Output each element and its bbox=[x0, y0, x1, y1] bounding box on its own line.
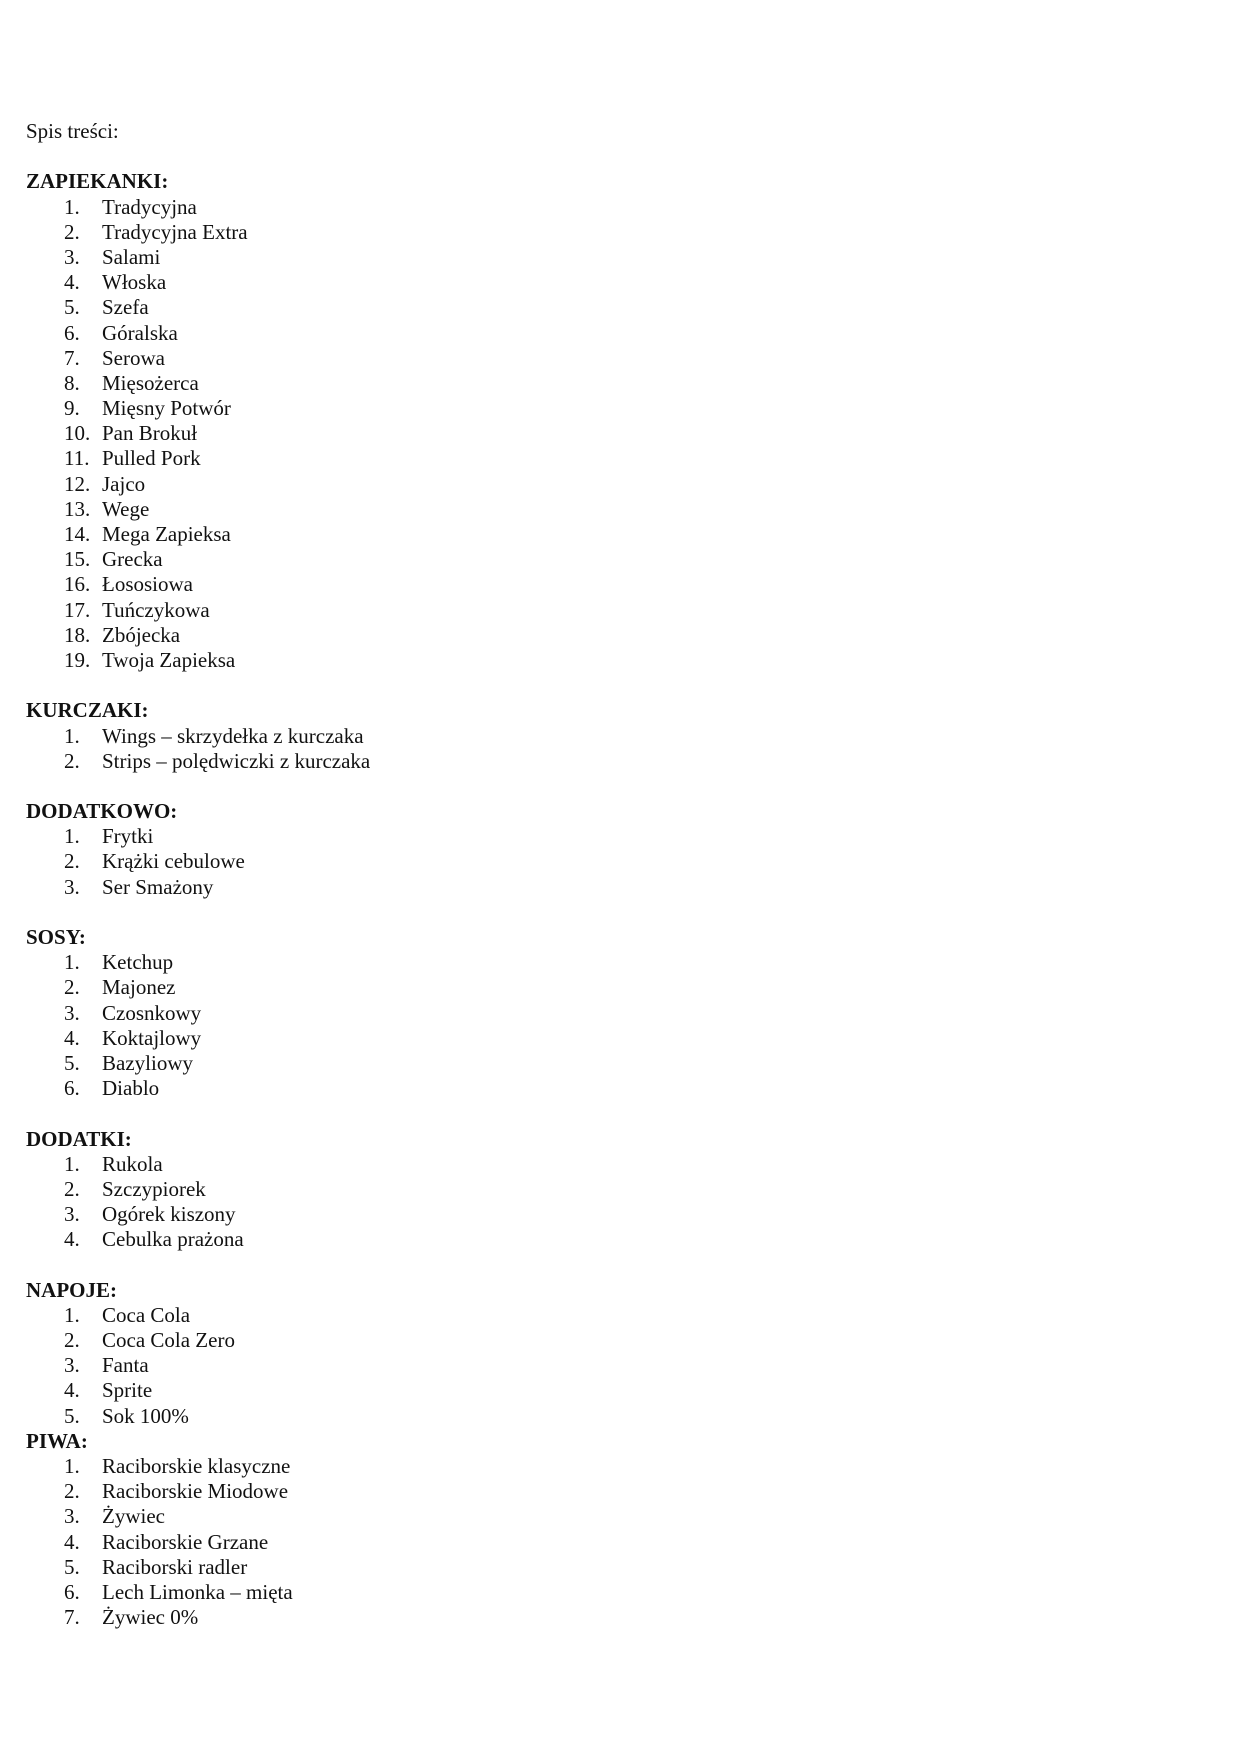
list-item bbox=[26, 219, 248, 245]
list-item-label: Raciborskie Grzane bbox=[102, 1529, 269, 1554]
list-item bbox=[26, 1025, 202, 1051]
section-heading: ZAPIEKANKI: bbox=[26, 169, 169, 194]
spacer bbox=[26, 144, 177, 169]
list-item-label: Żywiec 0% bbox=[102, 1605, 199, 1630]
toc-sections bbox=[26, 169, 371, 1630]
list-item bbox=[26, 522, 231, 547]
list-item-number: 17. bbox=[64, 597, 91, 622]
list-item bbox=[26, 1302, 191, 1328]
list-item-label: Bazyliowy bbox=[102, 1050, 193, 1075]
list-item-label: Sok 100% bbox=[102, 1403, 189, 1428]
list-item bbox=[26, 421, 198, 446]
list-item-number: 8. bbox=[64, 370, 80, 395]
list-item-number: 5. bbox=[64, 295, 80, 320]
list-item-label: Serowa bbox=[102, 345, 165, 370]
section-heading: NAPOJE: bbox=[26, 1277, 117, 1302]
list-item bbox=[26, 723, 364, 749]
spacer bbox=[26, 1101, 177, 1126]
list-item-number: 3. bbox=[64, 874, 80, 899]
list-item-label: Tradycyjna bbox=[102, 194, 197, 219]
list-item bbox=[26, 1453, 291, 1479]
list-item-number: 9. bbox=[64, 396, 80, 421]
list-item bbox=[26, 295, 177, 320]
list-item bbox=[26, 321, 177, 346]
list-item bbox=[26, 1076, 177, 1101]
list-item bbox=[26, 572, 193, 597]
list-item-label: Szczypiorek bbox=[102, 1176, 206, 1201]
list-item-label: Sprite bbox=[102, 1378, 153, 1403]
list-item-label: Czosnkowy bbox=[102, 1000, 202, 1025]
list-item bbox=[26, 597, 210, 623]
list-item-number: 6. bbox=[64, 1579, 80, 1604]
section-heading: DODATKI: bbox=[26, 1126, 132, 1151]
list-item-label: Mięsożerca bbox=[102, 370, 199, 395]
list-item bbox=[26, 975, 177, 1000]
section-heading: SOSY: bbox=[26, 925, 86, 949]
list-item-label: Szefa bbox=[102, 295, 149, 320]
list-item-number: 2. bbox=[64, 1479, 80, 1504]
list-item bbox=[26, 647, 236, 673]
list-item-label: Tuńczykowa bbox=[102, 597, 210, 622]
list-item-label: Ketchup bbox=[102, 950, 174, 975]
list-item-number: 1. bbox=[64, 194, 80, 219]
list-item-label: Ogórek kiszony bbox=[102, 1202, 236, 1227]
list-item-label: Cebulka prażona bbox=[102, 1227, 244, 1252]
list-item-number: 1. bbox=[64, 1302, 80, 1327]
list-item-label: Wings – skrzydełka z kurczaka bbox=[102, 723, 364, 748]
list-item-number: 5. bbox=[64, 1050, 80, 1075]
list-item bbox=[26, 1176, 206, 1202]
list-item-label: Raciborskie klasyczne bbox=[102, 1453, 291, 1478]
list-item-number: 19. bbox=[64, 647, 91, 672]
section bbox=[26, 1126, 244, 1278]
list-item-label: Ser Smażony bbox=[102, 874, 214, 899]
list-item-number: 1. bbox=[64, 723, 80, 748]
list-item-number: 1. bbox=[64, 1151, 80, 1176]
list-item-number: 11. bbox=[64, 446, 90, 471]
list-item-label: Krążki cebulowe bbox=[102, 849, 245, 874]
list-item bbox=[26, 950, 177, 975]
list-item-label: Coca Cola Zero bbox=[102, 1328, 235, 1352]
spacer bbox=[26, 900, 177, 925]
list-item bbox=[26, 547, 177, 572]
list-item bbox=[26, 622, 181, 648]
list-item-number: 2. bbox=[64, 748, 80, 773]
list-item bbox=[26, 346, 177, 371]
list-item-number: 4. bbox=[64, 1227, 80, 1252]
list-item-label: Raciborski radler bbox=[102, 1554, 248, 1579]
list-item-number: 3. bbox=[64, 1504, 80, 1529]
list-item bbox=[26, 1403, 189, 1429]
list-item bbox=[26, 824, 177, 849]
list-item-label: Majonez bbox=[102, 975, 176, 1000]
list-item-label: Coca Cola bbox=[102, 1302, 191, 1327]
list-item-number: 6. bbox=[64, 320, 80, 345]
list-item-number: 2. bbox=[64, 849, 80, 874]
list-item-number: 5. bbox=[64, 1554, 80, 1579]
list-item-number: 10. bbox=[64, 421, 91, 446]
list-item-number: 6. bbox=[64, 1076, 80, 1101]
list-item bbox=[26, 446, 201, 471]
list-item bbox=[26, 748, 371, 774]
list-item bbox=[26, 1202, 236, 1227]
list-item-label: Zbójecka bbox=[102, 622, 181, 647]
list-item bbox=[26, 849, 245, 874]
list-item bbox=[26, 1504, 177, 1529]
list-item-label: Lech Limonka – mięta bbox=[102, 1579, 293, 1604]
list-item bbox=[26, 1554, 248, 1580]
document-page bbox=[26, 119, 371, 1630]
list-item-label: Rukola bbox=[102, 1151, 163, 1176]
list-item bbox=[26, 1227, 244, 1252]
list-item-number: 12. bbox=[64, 471, 91, 496]
spacer bbox=[26, 673, 177, 698]
list-item-number: 4. bbox=[64, 1378, 80, 1403]
list-item-number: 2. bbox=[64, 1328, 80, 1352]
list-item-number: 7. bbox=[64, 1605, 80, 1630]
list-item-number: 1. bbox=[64, 1453, 80, 1478]
section bbox=[26, 925, 202, 1127]
section bbox=[26, 1277, 235, 1429]
list-item bbox=[26, 370, 199, 396]
list-item bbox=[26, 1050, 193, 1076]
list-item-label: Pulled Pork bbox=[102, 446, 201, 471]
list-item-number: 5. bbox=[64, 1403, 80, 1428]
list-item-label: Mega Zapieksa bbox=[102, 522, 231, 546]
list-item-label: Strips – polędwiczki z kurczaka bbox=[102, 748, 371, 773]
list-item bbox=[26, 497, 177, 522]
list-item-number: 1. bbox=[64, 824, 80, 849]
list-item-label: Góralska bbox=[102, 320, 178, 345]
list-item-number: 7. bbox=[64, 345, 80, 370]
list-item-label: Raciborskie Miodowe bbox=[102, 1479, 289, 1504]
list-item-label: Żywiec bbox=[102, 1504, 165, 1529]
toc-title: Spis treści: bbox=[26, 119, 119, 143]
section bbox=[26, 698, 371, 799]
list-item-number: 4. bbox=[64, 1025, 80, 1050]
list-item-number: 3. bbox=[64, 1202, 80, 1227]
list-item-number: 1. bbox=[64, 950, 80, 975]
section-heading: PIWA: bbox=[26, 1428, 88, 1453]
list-item bbox=[26, 1479, 289, 1504]
list-item-label: Grecka bbox=[102, 547, 163, 572]
list-item-label: Salami bbox=[102, 244, 161, 269]
section bbox=[26, 1428, 293, 1631]
list-item-label: Fanta bbox=[102, 1353, 149, 1378]
section-heading: DODATKOWO: bbox=[26, 799, 178, 824]
list-item-number: 2. bbox=[64, 219, 80, 244]
list-item bbox=[26, 194, 197, 220]
list-item-number: 18. bbox=[64, 622, 91, 647]
list-item bbox=[26, 1328, 235, 1353]
list-item-number: 2. bbox=[64, 1176, 80, 1201]
list-item bbox=[26, 472, 177, 497]
list-item-number: 3. bbox=[64, 244, 80, 269]
list-item-label: Włoska bbox=[102, 270, 167, 295]
list-item-label: Łososiowa bbox=[102, 572, 193, 597]
list-item bbox=[26, 396, 231, 421]
list-item-number: 2. bbox=[64, 975, 80, 1000]
list-item bbox=[26, 270, 177, 295]
list-item-number: 4. bbox=[64, 1529, 80, 1554]
list-item bbox=[26, 245, 177, 270]
list-item-label: Koktajlowy bbox=[102, 1025, 202, 1050]
list-item-number: 3. bbox=[64, 1353, 80, 1378]
list-item-label: Diablo bbox=[102, 1076, 160, 1101]
list-item-label: Frytki bbox=[102, 824, 154, 849]
list-item bbox=[26, 1529, 269, 1555]
list-item-label: Twoja Zapieksa bbox=[102, 647, 236, 672]
list-item bbox=[26, 1353, 177, 1378]
spacer bbox=[26, 774, 177, 799]
list-item-label: Tradycyjna Extra bbox=[102, 219, 248, 244]
list-item-number: 4. bbox=[64, 270, 80, 295]
list-item-number: 13. bbox=[64, 496, 91, 521]
list-item-label: Wege bbox=[102, 496, 150, 521]
list-item-number: 15. bbox=[64, 547, 91, 572]
list-item-label: Jajco bbox=[102, 471, 146, 496]
section bbox=[26, 799, 245, 925]
list-item-label: Mięsny Potwór bbox=[102, 396, 231, 421]
list-item-number: 14. bbox=[64, 522, 91, 546]
list-item bbox=[26, 874, 214, 900]
list-item bbox=[26, 1000, 202, 1026]
list-item bbox=[26, 1378, 177, 1403]
list-item bbox=[26, 1579, 293, 1605]
spacer bbox=[26, 1252, 177, 1277]
list-item-number: 3. bbox=[64, 1000, 80, 1025]
section-heading: KURCZAKI: bbox=[26, 698, 149, 723]
list-item bbox=[26, 1152, 177, 1177]
list-item-label: Pan Brokuł bbox=[102, 421, 198, 446]
list-item-number: 16. bbox=[64, 572, 91, 597]
list-item bbox=[26, 1605, 199, 1630]
section bbox=[26, 169, 248, 698]
